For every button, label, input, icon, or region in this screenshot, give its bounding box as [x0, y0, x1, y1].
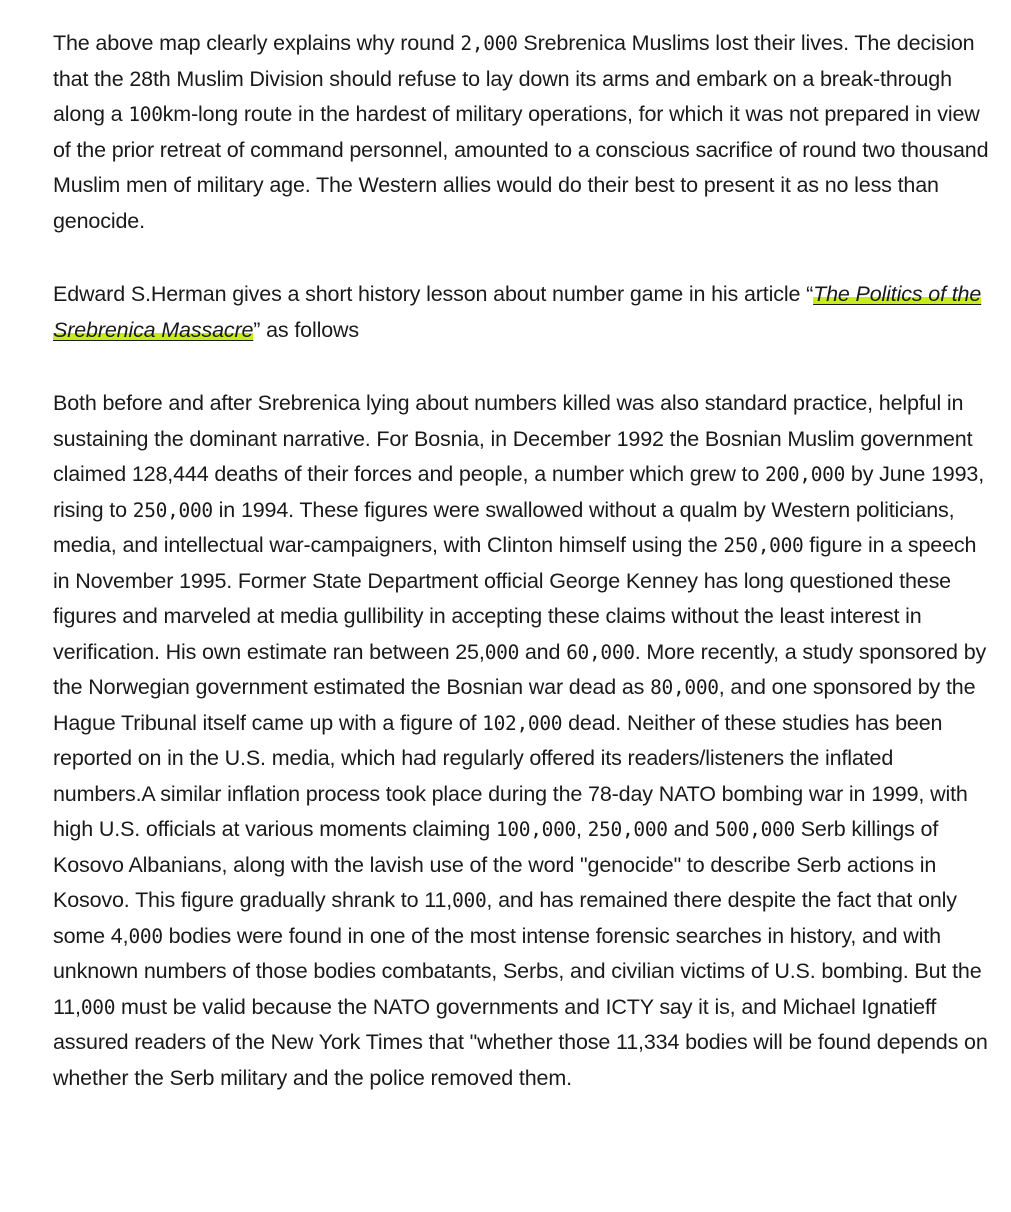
number: 250,000: [132, 498, 213, 522]
paragraph-map-explanation: The above map clearly explains why round 2,000 Srebrenica Muslims lost their lives. The decision that the 28th Muslim Division should refuse to lay down its arms and embark on a break-through along a 100km-long route in the hardest of military operations, for which it was not prepared in view of the prior retreat of command personnel, amounted to a conscious sacrifice of round two thousand Muslim men of military age. The Western allies would do their best to present it as no less than genocide.: [53, 31, 989, 233]
number: 100: [128, 103, 163, 126]
number: 000: [80, 995, 116, 1019]
number: 60,000: [566, 640, 635, 664]
number: 500,000: [714, 818, 795, 841]
article-body: [53, 26, 993, 1096]
paragraph-quote: Both before and after Srebrenica lying about numbers killed was also standard practice, helpful in sustaining the dominant narrative. For Bosnia, in December 1992 the Bosnian Muslim government claimed 128,444 deaths of their forces and people, a number which grew to 200,000 by June 1993, rising to 250,000 in 1994. These figures were swallowed without a qualm by Western politicians, media, and intellectual war-campaigners, with Clinton himself using the 250,000 figure in a speech in November 1995. Former State Department official George Kenney has long questioned these figures and marveled at media gullibility in accepting these claims without the least interest in verification. His own estimate ran between 25,000 and 60,000. More recently, a study sponsored by the Norwegian government estimated the Bosnian war dead as 80,000, and one sponsored by the Hague Tribunal itself came up with a figure of 102,000 dead. Neither of these studies has been reported on in the U.S. media, which had regularly offered its readers/listeners the inflated numbers.A similar inflation process took place during the 78-day NATO bombing war in 1999, with high U.S. officials at various moments claiming 100,000, 250,000 and 500,000 Serb killings of Kosovo Albanians, along with the lavish use of the word "genocide" to describe Serb actions in Kosovo. This figure gradually shrank to 11,000, and has remained there despite the fact that only some 4,000 bodies were found in one of the most intense forensic searches in history, and with unknown numbers of those bodies combatants, Serbs, and civilian victims of U.S. bombing. But the 11,000 must be valid because the NATO governments and ICTY say it is, and Michael Ignatieff assured readers of the New York Times that "whether those 11,334 bodies will be found depends on whether the Serb military and the police removed them.: [53, 391, 988, 1090]
number: 000: [128, 924, 163, 948]
article-link[interactable]: The Politics of the Srebrenica Massacre: [53, 282, 982, 342]
paragraph-herman-intro: Edward S.Herman gives a short history lesson about number game in his article “The Politics of the Srebrenica Massacre” as follows: [53, 282, 982, 342]
number: 80,000: [650, 676, 719, 699]
number: 100,000: [495, 818, 576, 841]
number: 250,000: [587, 818, 668, 841]
number: 102,000: [482, 711, 563, 735]
number: 000: [484, 640, 520, 664]
number: 250,000: [723, 534, 804, 557]
number: 2,000: [460, 32, 518, 55]
number: 000: [452, 889, 487, 912]
number: 200,000: [764, 463, 846, 486]
